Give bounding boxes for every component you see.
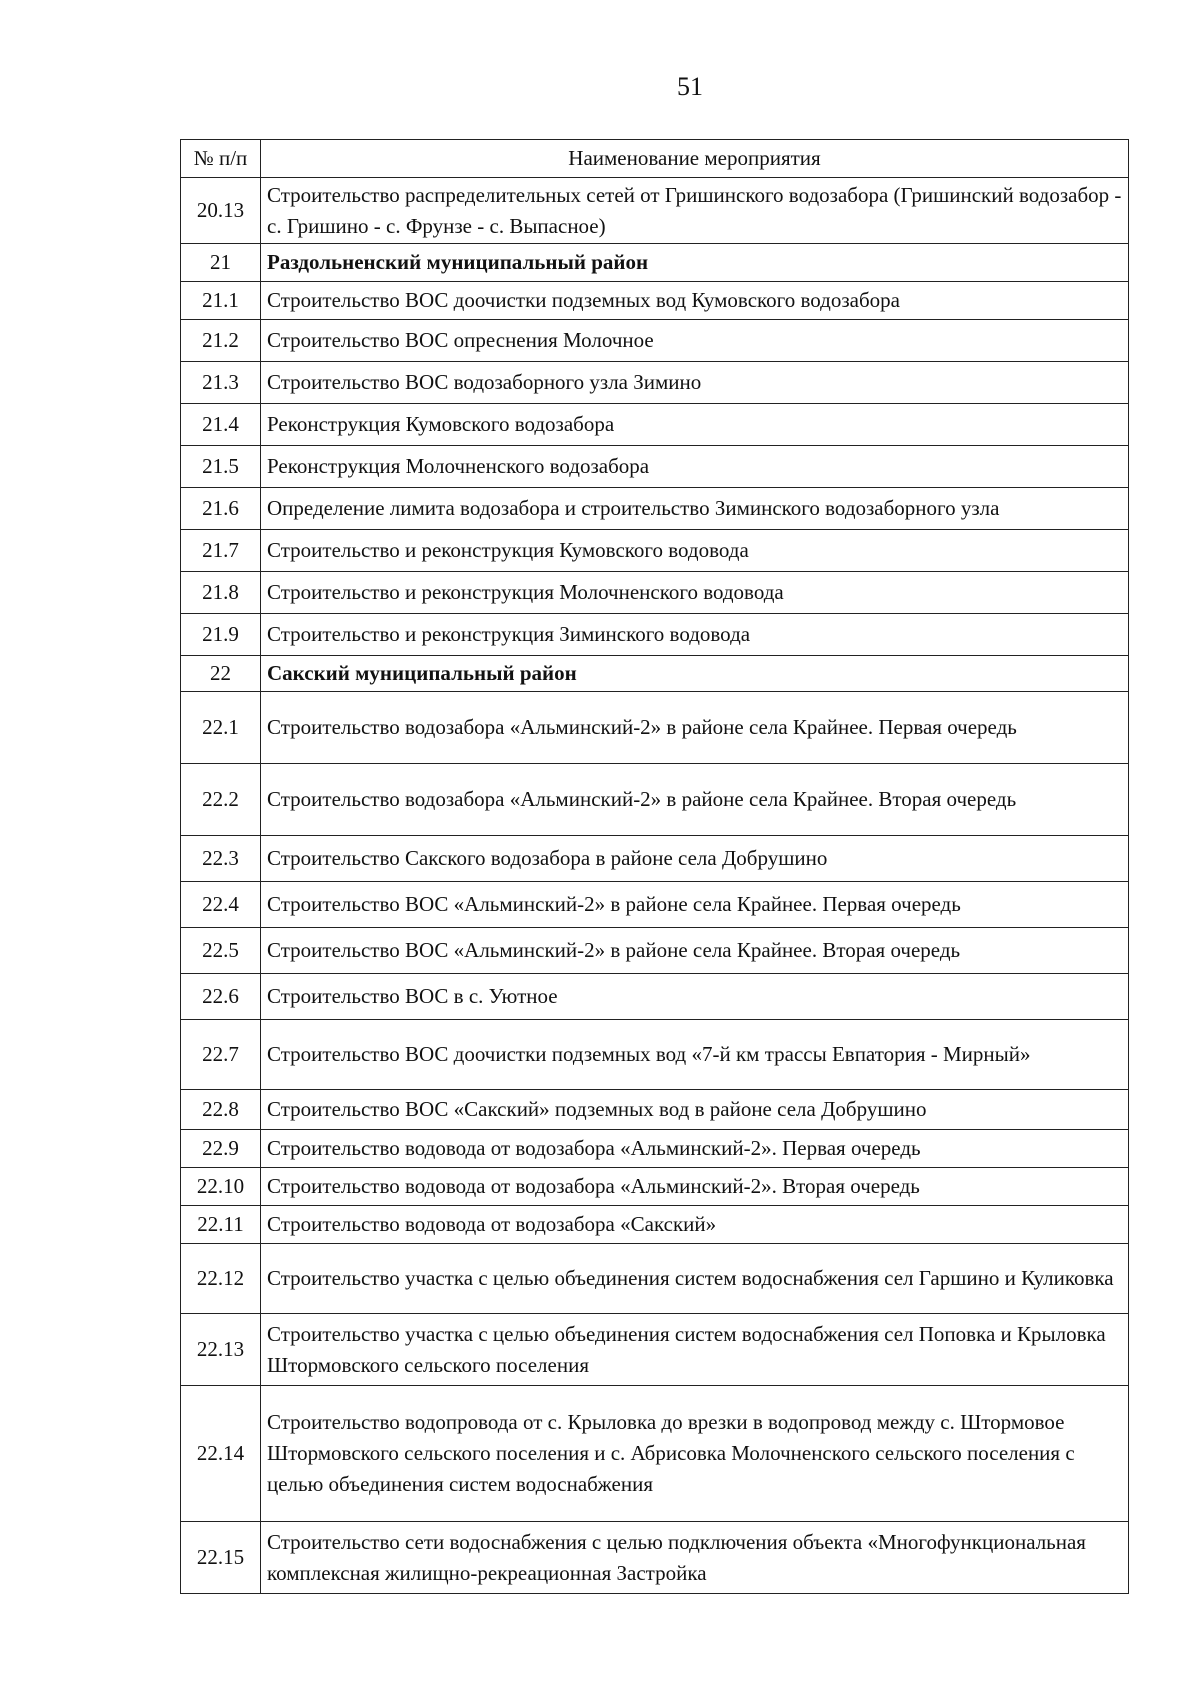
row-number: 21.2: [181, 320, 261, 362]
table-row: [181, 488, 1129, 530]
row-number: 22.5: [181, 928, 261, 974]
measure-name: Строительство ВОС водозаборного узла Зимино: [261, 362, 1129, 404]
row-number: 22.7: [181, 1020, 261, 1090]
row-number: 21.9: [181, 614, 261, 656]
row-number: 21.8: [181, 572, 261, 614]
row-number: 22.2: [181, 764, 261, 836]
measure-name: Строительство водопровода от с. Крыловка до врезки в водопровод между с. Штормовое Штормовского сельского поселения и с. Абрисовка Молочненского сельского поселения с целью объединения систем водоснабжения: [261, 1386, 1129, 1522]
measure-name: Строительство водозабора «Альминский-2» в районе села Крайнее. Вторая очередь: [261, 764, 1129, 836]
table-row: [181, 320, 1129, 362]
header-name: Наименование мероприятия: [261, 140, 1129, 178]
row-number: 22.1: [181, 692, 261, 764]
table-row: [181, 572, 1129, 614]
row-number: 22.15: [181, 1522, 261, 1594]
table-row: [181, 836, 1129, 882]
table-row: [181, 1522, 1129, 1594]
measure-name: Строительство распределительных сетей от Гришинского водозабора (Гришинский водозабор - с. Гришино - с. Фрунзе - с. Выпасное): [261, 178, 1129, 244]
row-number: 21.7: [181, 530, 261, 572]
measure-name: Строительство ВОС «Сакский» подземных вод в районе села Добрушино: [261, 1090, 1129, 1130]
measure-name: Строительство Сакского водозабора в районе села Добрушино: [261, 836, 1129, 882]
table-row: [181, 446, 1129, 488]
table-row: [181, 1244, 1129, 1314]
table-row: [181, 974, 1129, 1020]
measure-name: Строительство участка с целью объединения систем водоснабжения сел Поповка и Крыловка Штормовского сельского поселения: [261, 1314, 1129, 1386]
table-row: [181, 928, 1129, 974]
measure-name: Строительство ВОС опреснения Молочное: [261, 320, 1129, 362]
row-number: 21.5: [181, 446, 261, 488]
measures-table: [180, 139, 1129, 1594]
table-row: [181, 530, 1129, 572]
table-row: [181, 1168, 1129, 1206]
table-row: [181, 282, 1129, 320]
row-number: 22.11: [181, 1206, 261, 1244]
row-number: 21.3: [181, 362, 261, 404]
measure-name: Реконструкция Молочненского водозабора: [261, 446, 1129, 488]
measure-name: Строительство ВОС доочистки подземных вод «7-й км трассы Евпатория - Мирный»: [261, 1020, 1129, 1090]
measure-name: Строительство и реконструкция Молочненского водовода: [261, 572, 1129, 614]
table-row: [181, 1314, 1129, 1386]
section-title: Раздольненский муниципальный район: [261, 244, 1129, 282]
table-row: [181, 1206, 1129, 1244]
table-row: [181, 614, 1129, 656]
table-row: [181, 1090, 1129, 1130]
table-row: [181, 764, 1129, 836]
table-row: [181, 178, 1129, 244]
table-body: [181, 178, 1129, 1594]
section-row: [181, 244, 1129, 282]
measure-name: Строительство и реконструкция Кумовского водовода: [261, 530, 1129, 572]
measure-name: Определение лимита водозабора и строительство Зиминского водозаборного узла: [261, 488, 1129, 530]
table-row: [181, 362, 1129, 404]
measure-name: Строительство водовода от водозабора «Альминский-2». Вторая очередь: [261, 1168, 1129, 1206]
measure-name: Строительство водовода от водозабора «Сакский»: [261, 1206, 1129, 1244]
row-number: 22.12: [181, 1244, 261, 1314]
measure-name: Строительство участка с целью объединения систем водоснабжения сел Гаршино и Куликовка: [261, 1244, 1129, 1314]
row-number: 22.10: [181, 1168, 261, 1206]
page-number: 51: [677, 72, 703, 101]
section-row: [181, 656, 1129, 692]
table-row: [181, 882, 1129, 928]
row-number: 22.9: [181, 1130, 261, 1168]
row-number: 22.8: [181, 1090, 261, 1130]
measure-name: Строительство и реконструкция Зиминского водовода: [261, 614, 1129, 656]
measure-name: Строительство ВОС «Альминский-2» в районе села Крайнее. Вторая очередь: [261, 928, 1129, 974]
row-number: 22.13: [181, 1314, 261, 1386]
row-number: 21: [181, 244, 261, 282]
table-header-row: [181, 140, 1129, 178]
measure-name: Строительство ВОС доочистки подземных вод Кумовского водозабора: [261, 282, 1129, 320]
table-row: [181, 404, 1129, 446]
section-title: Сакский муниципальный район: [261, 656, 1129, 692]
header-number: № п/п: [181, 140, 261, 178]
row-number: 22: [181, 656, 261, 692]
table-row: [181, 1020, 1129, 1090]
row-number: 20.13: [181, 178, 261, 244]
measure-name: Строительство водозабора «Альминский-2» в районе села Крайнее. Первая очередь: [261, 692, 1129, 764]
row-number: 21.1: [181, 282, 261, 320]
measure-name: Строительство ВОС «Альминский-2» в районе села Крайнее. Первая очередь: [261, 882, 1129, 928]
measure-name: Реконструкция Кумовского водозабора: [261, 404, 1129, 446]
measure-name: Строительство сети водоснабжения с целью подключения объекта «Многофункциональная комплексная жилищно-рекреационная Застройка: [261, 1522, 1129, 1594]
table-row: [181, 692, 1129, 764]
measure-name: Строительство водовода от водозабора «Альминский-2». Первая очередь: [261, 1130, 1129, 1168]
row-number: 22.14: [181, 1386, 261, 1522]
table-row: [181, 1386, 1129, 1522]
row-number: 21.4: [181, 404, 261, 446]
row-number: 21.6: [181, 488, 261, 530]
row-number: 22.4: [181, 882, 261, 928]
measure-name: Строительство ВОС в с. Уютное: [261, 974, 1129, 1020]
row-number: 22.6: [181, 974, 261, 1020]
table-row: [181, 1130, 1129, 1168]
row-number: 22.3: [181, 836, 261, 882]
